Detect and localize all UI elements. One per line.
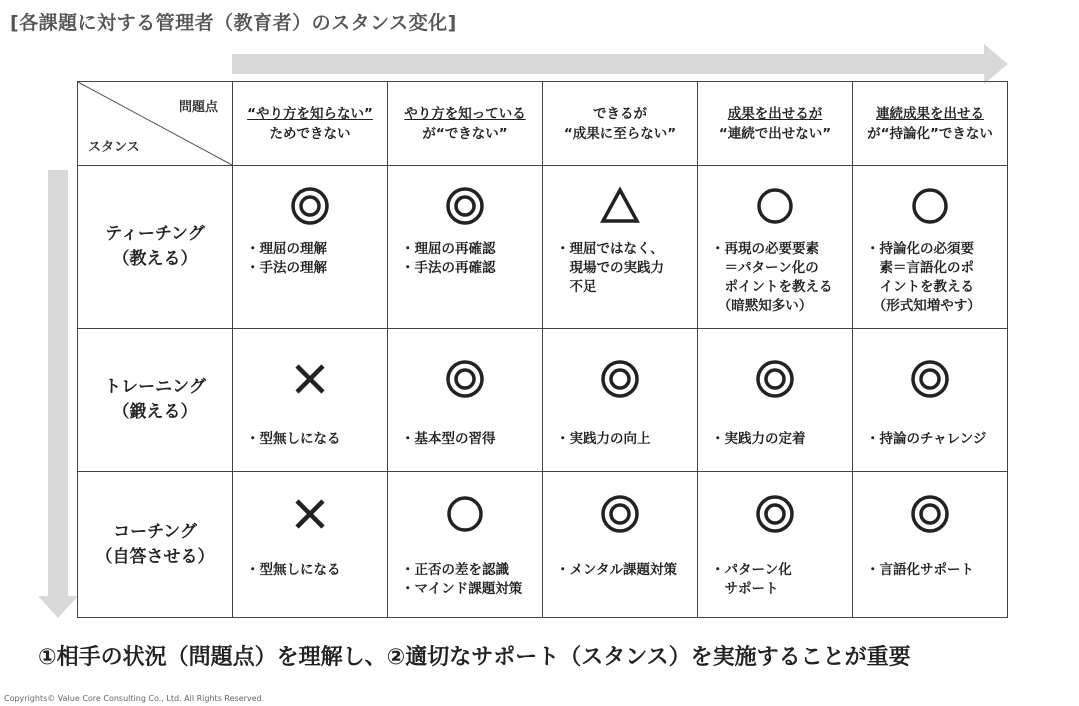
rating-symbol	[853, 357, 1007, 401]
cell-description	[246, 561, 385, 580]
matrix-cell	[388, 472, 543, 618]
row-header-coaching	[78, 472, 233, 618]
matrix-cell	[543, 166, 698, 329]
rating-symbol	[233, 492, 387, 536]
column-header-line1: やり方を知っている	[404, 105, 526, 122]
description-line: ＝パターン化の	[711, 260, 819, 276]
column-header-3	[543, 82, 698, 166]
description-line: ・理屈の再確認	[401, 241, 496, 257]
column-header-line2: ためできない	[269, 125, 351, 142]
description-line: ・パターン化	[711, 562, 792, 578]
cross-icon	[288, 357, 332, 401]
cell-description	[401, 561, 540, 599]
description-line: ・実践力の定着	[711, 431, 806, 447]
description-line: ・メンタル課題対策	[556, 562, 677, 578]
description-line: ・マインド課題対策	[401, 581, 523, 597]
column-header-line1: 連続成果を出せる	[876, 105, 984, 122]
rating-symbol	[698, 357, 852, 401]
description-line: ・基本型の習得	[401, 431, 496, 447]
description-line: （暗黙知多い）	[711, 298, 813, 314]
row-header-training	[78, 329, 233, 472]
rating-symbol	[853, 184, 1007, 228]
column-header-line2: が“できない”	[422, 125, 508, 142]
row-header-line1: ティーチング	[105, 224, 205, 244]
column-header-line1: 成果を出せるが	[727, 105, 823, 122]
description-line: 素＝言語化のポ	[866, 260, 974, 276]
rating-symbol	[543, 184, 697, 228]
rating-symbol	[233, 184, 387, 228]
cell-description	[401, 240, 540, 278]
description-line: ・言語化サポート	[866, 562, 974, 578]
cell-description	[866, 240, 1005, 316]
triangle-icon	[598, 184, 642, 228]
description-line: ・理屈の理解	[246, 241, 327, 257]
rating-symbol	[388, 492, 542, 536]
circle-icon	[443, 492, 487, 536]
cell-description	[401, 430, 540, 449]
column-header-4	[698, 82, 853, 166]
cell-description	[711, 240, 850, 316]
cell-description	[246, 240, 385, 278]
rating-symbol	[388, 184, 542, 228]
rating-symbol	[233, 357, 387, 401]
double-circle-icon	[443, 357, 487, 401]
row-header-line2: （鍛える）	[112, 402, 198, 422]
description-line: ポイントを教える	[711, 279, 833, 295]
cell-description	[866, 430, 1005, 449]
double-circle-icon	[908, 357, 952, 401]
column-header-line2: が“持論化”できない	[867, 125, 993, 142]
matrix-cell	[853, 166, 1008, 329]
row-header-line1: トレーニング	[104, 377, 206, 397]
rating-symbol	[698, 184, 852, 228]
circle-icon	[753, 184, 797, 228]
double-circle-icon	[598, 357, 642, 401]
description-line: ・再現の必要要素	[711, 241, 819, 257]
matrix-cell	[698, 166, 853, 329]
rating-symbol	[853, 492, 1007, 536]
copyright-text: Copyrights© Value Core Consulting Co., Ltd. All Rights Reserved.	[4, 694, 265, 703]
matrix-cell	[233, 329, 388, 472]
rating-symbol	[388, 357, 542, 401]
description-line: ・手法の理解	[246, 260, 327, 276]
description-line: 現場での実践力	[556, 260, 664, 276]
row-header-line2: （教える）	[112, 249, 198, 269]
description-line: イントを教える	[866, 279, 974, 295]
column-header-5	[853, 82, 1008, 166]
double-circle-icon	[753, 357, 797, 401]
rating-symbol	[543, 492, 697, 536]
description-line: サポート	[711, 581, 779, 597]
description-line: ・持論のチャレンジ	[866, 431, 987, 447]
cell-description	[866, 561, 1005, 580]
matrix-cell	[233, 472, 388, 618]
description-line: ・型無しになる	[246, 431, 341, 447]
cell-description	[556, 430, 695, 449]
matrix-cell	[543, 329, 698, 472]
row-header-teaching	[78, 166, 233, 329]
corner-stance-label: スタンス	[88, 140, 140, 155]
description-line: ・手法の再確認	[401, 260, 496, 276]
cell-description	[711, 561, 850, 599]
description-line: ・正否の差を認識	[401, 562, 509, 578]
matrix-cell	[233, 166, 388, 329]
description-line: ・実践力の向上	[556, 431, 651, 447]
description-line: （形式知増やす）	[866, 298, 981, 314]
column-header-2	[388, 82, 543, 166]
matrix-cell	[698, 472, 853, 618]
matrix-cell	[853, 472, 1008, 618]
description-line: ・理屈ではなく、	[556, 241, 664, 257]
matrix-cell	[698, 329, 853, 472]
corner-problem-label: 問題点	[178, 100, 218, 115]
matrix-cell	[388, 166, 543, 329]
double-circle-icon	[288, 184, 332, 228]
page-title: [各課題に対する管理者（教育者）のスタンス変化]	[10, 12, 457, 34]
description-line: ・持論化の必須要	[866, 241, 974, 257]
column-header-line2: “成果に至らない”	[563, 125, 677, 142]
cross-icon	[288, 492, 332, 536]
rating-symbol	[698, 492, 852, 536]
column-header-line1: “やり方を知らない”	[247, 105, 373, 122]
cell-description	[711, 430, 850, 449]
row-header-line1: コーチング	[113, 521, 197, 542]
cell-description	[556, 561, 695, 580]
double-circle-icon	[908, 492, 952, 536]
cell-description	[246, 430, 385, 449]
matrix-cell	[388, 329, 543, 472]
double-circle-icon	[598, 492, 642, 536]
description-line: 不足	[556, 279, 597, 295]
double-circle-icon	[443, 184, 487, 228]
circle-icon	[908, 184, 952, 228]
vertical-arrow-icon	[38, 170, 78, 618]
column-header-line2: “連続で出せない”	[718, 125, 832, 142]
stance-matrix	[77, 81, 1008, 618]
matrix-cell	[543, 472, 698, 618]
double-circle-icon	[753, 492, 797, 536]
rating-symbol	[543, 357, 697, 401]
row-header-line2: （自答させる）	[95, 546, 215, 567]
matrix-cell	[853, 329, 1008, 472]
cell-description	[556, 240, 695, 297]
column-header-1	[233, 82, 388, 166]
description-line: ・型無しになる	[246, 562, 341, 578]
corner-cell	[78, 82, 233, 166]
column-header-line1: できるが	[593, 105, 647, 122]
horizontal-arrow-icon	[232, 44, 1008, 84]
conclusion-text: ①相手の状況（問題点）を理解し、②適切なサポート（スタンス）を実施することが重要	[38, 645, 911, 670]
